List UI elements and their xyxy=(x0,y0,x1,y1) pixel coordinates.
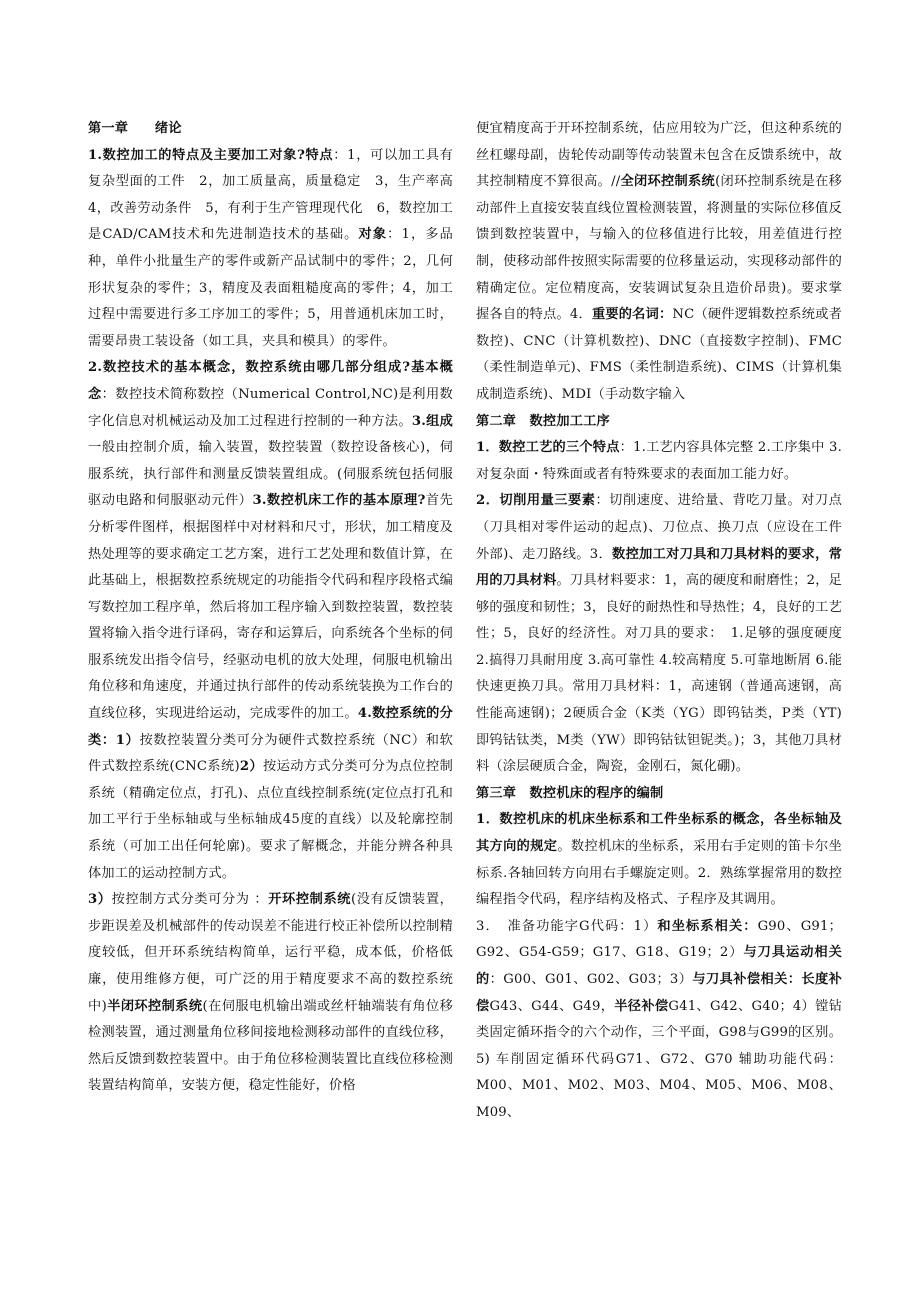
right-column xyxy=(476,116,842,1127)
open-loop-label: 开环控制系统 xyxy=(268,892,352,908)
chapter-1-heading: 第一章 绪论 xyxy=(88,121,182,136)
terms-label: 重要的名词： xyxy=(591,307,673,323)
semi-closed-loop-label: 半闭环控制系统 xyxy=(106,998,203,1014)
q3-components-label: 3.组成 xyxy=(411,413,453,429)
q4-title: 4.数控系统的分类：1） xyxy=(88,706,454,748)
q3-principle-title: 3.数控机床工作的基本原理? xyxy=(252,493,426,509)
q2-title: 2.数控技术的基本概念，数控系统由哪几部分组成?基本概念 xyxy=(88,360,453,402)
chapter-3-heading: 第三章 数控机床的程序的编制 xyxy=(476,785,664,801)
paragraph-closed-loop: 便宜精度高于开环控制系统，估应用较为广泛，但这种系统的丝杠螺母副，齿轮传动副等传动装置未包含在反馈系统中，故其控制精度不算很高。//全闭环控制系统(闭环控制系统是在移动部件上直接安装直线位置检测装置，将测量的实际位移值反馈到数控装置中，与输入的位移值进行比较，用差值进行控制，使移动部件按照实际需要的位移量运动，实现移动部件的精确定位。定位精度高，安装调试复杂且造价昂贵)。要求掌握各自的特点。4．重要的名词：NC（硬件逻辑数控系统或者数控)、CNC（计算机数控)、DNC（直接数字控制)、FMC（柔性制造单元)、FMS（柔性制造系统)、CIMS（计算机集成制造系统)、MDI（手动数字输入 xyxy=(476,121,842,402)
q1-objects-label: 对象 xyxy=(358,227,388,243)
left-column xyxy=(88,116,467,1100)
paragraph-q2: 2.数控技术的基本概念，数控系统由哪几部分组成?基本概念：数控技术简称数控（Numerical Control,NC)是利用数字化信息对机械运动及加工过程进行控制的一种方法。3.组成一般由控制介质，输入装置，数控装置（数控设备核心)，伺服系统，执行部件和测量反馈装置组成。(伺服系统包括伺服驱动电路和伺服驱动元件）3.数控机床工作的基本原理?首先分析零件图样，根据图样中对材料和尺寸，形状，加工精度及热处理等的要求确定工艺方案，进行工艺处理和数值计算，在此基础上，根据数控系统规定的功能指令代码和程序段格式编写数控加工程序单，然后将加工程序输入到数控装置，数控装置将输入指令进行译码，寄存和运算后，向系统各个坐标的伺服系统发出指令信号，经驱动电机的放大处理，伺服电机输出角位移和角速度，并通过执行部件的传动系统装换为工作台的直线位移，实现进给运动，完成零件的加工。4.数控系统的分类：1）按数控装置分类可分为硬件式数控系统（NC）和软件式数控系统(CNC系统)2）按运动方式分类可分为点位控制系统（精确定位点，打孔)、点位直线控制系统(定位点打孔和加工平行于坐标轴或与坐标轴成45度的直线）以及轮廓控制系统（可加工出任何轮廓)。要求了解概念，并能分辨各种具体加工的运动控制方式。 xyxy=(88,360,454,881)
paragraph-c3q1: 1．数控机床的机床坐标系和工件坐标系的概念，各坐标轴及其方向的规定。数控机床的坐标系，采用右手定则的笛卡尔坐标系.各轴回转方向用右手螺旋定则。2．熟练掌握常用的数控编程指令代码，程序结构及格式、子程序及其调用。 xyxy=(476,812,842,908)
paragraph-control-modes: 3）按控制方式分类可分为 ：开环控制系统(没有反馈装置，步距误差及机械部件的传动误差不能进行校正补偿所以控制精度较低，但开环系统结构简单，运行平稳，成本低，价格低廉，使用维修方便，可广泛的用于精度要求不高的数控系统中)半闭环控制系统(在伺服电机输出端或丝杆轴端装有角位移检测装置，通过测量角位移间接地检测移动部件的直线位移，然后反馈到数控装置中。由于角位移检测装置比直线位移检测装置结构简单，安装方便，稳定性能好，价格 xyxy=(88,892,454,1094)
paragraph-c3q3: 3． 准备功能字G代码：1）和坐标系相关：G90、G91；G92、G54-G59；G17、G18、G19；2）与刀具运动相关的：G00、G01、G02、G03；3）与刀具补偿相关：长度补偿G43、G44、G49，半径补偿G41、G42、G40；4）镗钻类固定循环指令的六个动作，三个平面，G98与G99的区别。5) 车削固定循环代码G71、G72、G70 辅助功能代码：M00、M01、M02、M03、M04、M05、M06、M08、M09、 xyxy=(476,918,843,1120)
paragraph-c2q2: 2．切削用量三要素：切削速度、进给量、背吃刀量。对刀点（刀具相对零件运动的起点)、刀位点、换刀点（应设在工件外部)、走刀路线。3．数控加工对刀具和刀具材料的要求，常用的刀具材料。刀具材料要求：1，高的硬度和耐磨性；2，足够的强度和韧性；3，良好的耐热性和导热性；4，良好的工艺性；5，良好的经济性。对刀具的要求： 1.足够的强度硬度 2.搞得刀具耐用度 3.高可靠性 4.较高精度 5.可靠地断屑 6.能快速更换刀具。常用刀具材料：1，高速钢（普通高速钢，高性能高速钢)；2硬质合金（K类（YG）即钨钴类，P类（YT)即钨钴钛类，M类（YW）即钨钴钛钽铌类。)；3，其他刀具材料（涂层硬质合金，陶瓷，金刚石，氮化硼)。 xyxy=(476,493,842,775)
closed-loop-label: 全闭环控制系统 xyxy=(620,174,716,190)
paragraph-c2q1: 1．数控工艺的三个特点：1.工艺内容具体完整 2.工序集中 3.对复杂面・特殊面或者有特殊要求的表面加工能力好。 xyxy=(476,440,842,482)
paragraph-q1: 1.数控加工的特点及主要加工对象?特点：1，可以加工具有复杂型面的工件 2，加工质量高，质量稳定 3，生产率高 4，改善劳动条件 5，有利于生产管理现代化 6，数控加工是CAD/CAM技术和先进制造技术的基础。对象：1，多品种，单件小批量生产的零件或新产品试制中的零件；2，几何形状复杂的零件；3，精度及表面粗糙度高的零件；4，加工过程中需要进行多工序加工的零件；5，用普通机床加工时，需要昂贵工装设备（如工具，夹具和模具）的零件。 xyxy=(88,147,467,349)
chapter-2-heading: 第二章 数控加工工序 xyxy=(476,413,610,429)
q1-title: 1.数控加工的特点及主要加工对象?特点 xyxy=(88,147,334,163)
